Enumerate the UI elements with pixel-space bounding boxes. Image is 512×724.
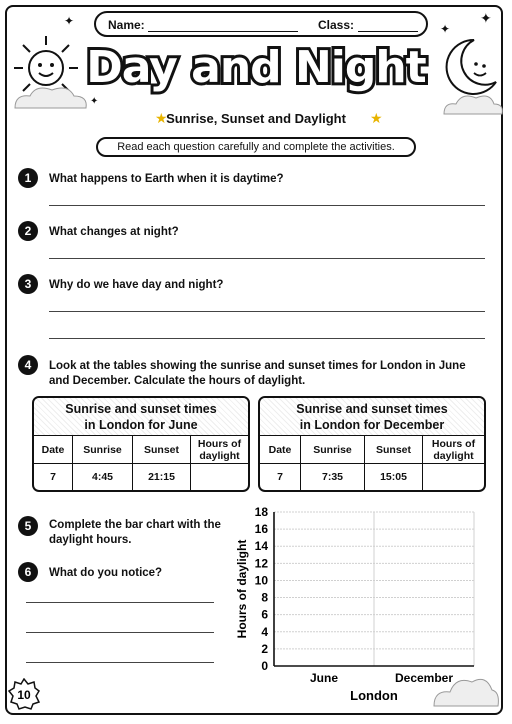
y-tick-label: 8 xyxy=(261,590,268,605)
class-label: Class: xyxy=(318,18,355,32)
table-title-line: in London for June xyxy=(84,418,198,432)
y-tick-label: 0 xyxy=(261,659,268,673)
answer-line[interactable] xyxy=(49,205,485,206)
table-header-cell: Sunrise xyxy=(300,436,364,464)
answer-line[interactable] xyxy=(26,602,214,603)
question-number: 1 xyxy=(18,168,38,188)
page-number: 10 xyxy=(17,688,31,702)
june-table-title xyxy=(34,398,248,436)
table-header-cell: Sunset xyxy=(364,436,422,464)
star-icon: ★ xyxy=(155,110,168,126)
star-icon: ✦ xyxy=(64,14,75,28)
answer-line[interactable] xyxy=(49,311,485,312)
table-title-line: Sunrise and sunset times xyxy=(65,402,217,416)
table-cell: 7 xyxy=(50,471,56,483)
daylight-answer-cell[interactable] xyxy=(422,464,484,490)
table-cell: 7:35 xyxy=(300,464,364,490)
page-title: Day and Night xyxy=(86,42,426,93)
answer-line[interactable] xyxy=(49,258,485,259)
june-table xyxy=(32,396,250,492)
table-cell: 21:15 xyxy=(132,464,190,490)
class-field[interactable] xyxy=(358,31,418,32)
y-tick-label: 4 xyxy=(261,624,268,639)
star-icon: ✦ xyxy=(440,22,451,36)
answer-line[interactable] xyxy=(26,662,214,663)
y-tick-label: 14 xyxy=(254,539,268,554)
question-text: What happens to Earth when it is daytime? xyxy=(49,173,284,185)
y-tick-label: 2 xyxy=(261,641,268,656)
page-subtitle: Sunrise, Sunset and Daylight xyxy=(166,111,346,126)
question-text: Why do we have day and night? xyxy=(49,279,224,291)
instructions-banner: Read each question carefully and complete the activities. xyxy=(96,137,416,157)
table-header-cell: Date xyxy=(34,436,72,464)
table-header-cell: Date xyxy=(260,436,300,464)
question-number: 5 xyxy=(18,516,38,536)
star-icon: ✦ xyxy=(90,96,99,107)
y-tick-label: 12 xyxy=(254,556,268,571)
table-header-cell: Sunset xyxy=(132,436,190,464)
cloud-icon xyxy=(430,668,500,708)
y-tick-label: 6 xyxy=(261,607,268,622)
page-number-badge xyxy=(8,678,40,710)
table-title-line: in London for December xyxy=(299,418,445,432)
x-tick-label: June xyxy=(309,671,339,685)
x-axis-label: London xyxy=(350,688,398,703)
question-text: What do you notice? xyxy=(49,567,163,579)
star-icon: ★ xyxy=(370,110,383,126)
name-field[interactable] xyxy=(148,31,298,32)
y-axis-label: Hours of daylight xyxy=(235,539,249,639)
table-cell: 4:45 xyxy=(72,464,132,490)
question-text: What changes at night? xyxy=(49,226,179,238)
daylight-answer-cell[interactable] xyxy=(190,464,248,490)
table-title-line: Sunrise and sunset times xyxy=(296,402,448,416)
question-number: 6 xyxy=(18,562,38,582)
answer-line[interactable] xyxy=(49,338,485,339)
answer-line[interactable] xyxy=(26,632,214,633)
question-text: Complete the bar chart with the daylight hours. xyxy=(49,519,221,546)
table-header-cell: Sunrise xyxy=(72,436,132,464)
december-table xyxy=(258,396,486,492)
question-number: 4 xyxy=(18,355,38,375)
table-cell: 15:05 xyxy=(364,464,422,490)
december-table-title xyxy=(260,398,484,436)
question-number: 3 xyxy=(18,274,38,294)
name-class-box xyxy=(94,11,428,37)
table-cell: 7 xyxy=(277,471,283,483)
y-tick-label: 18 xyxy=(254,505,268,519)
question-text: Look at the tables showing the sunrise and sunset times for London in June and December. Calculate the hours of daylight. xyxy=(49,360,466,387)
name-label: Name: xyxy=(108,18,145,32)
table-header-cell: Hours of daylight xyxy=(190,436,248,464)
x-tick-label: December xyxy=(394,671,454,685)
table-header-cell: Hours of daylight xyxy=(422,436,484,464)
star-icon: ✦ xyxy=(480,10,492,26)
question-number: 2 xyxy=(18,221,38,241)
y-tick-label: 16 xyxy=(254,522,268,537)
y-tick-label: 10 xyxy=(254,573,268,588)
